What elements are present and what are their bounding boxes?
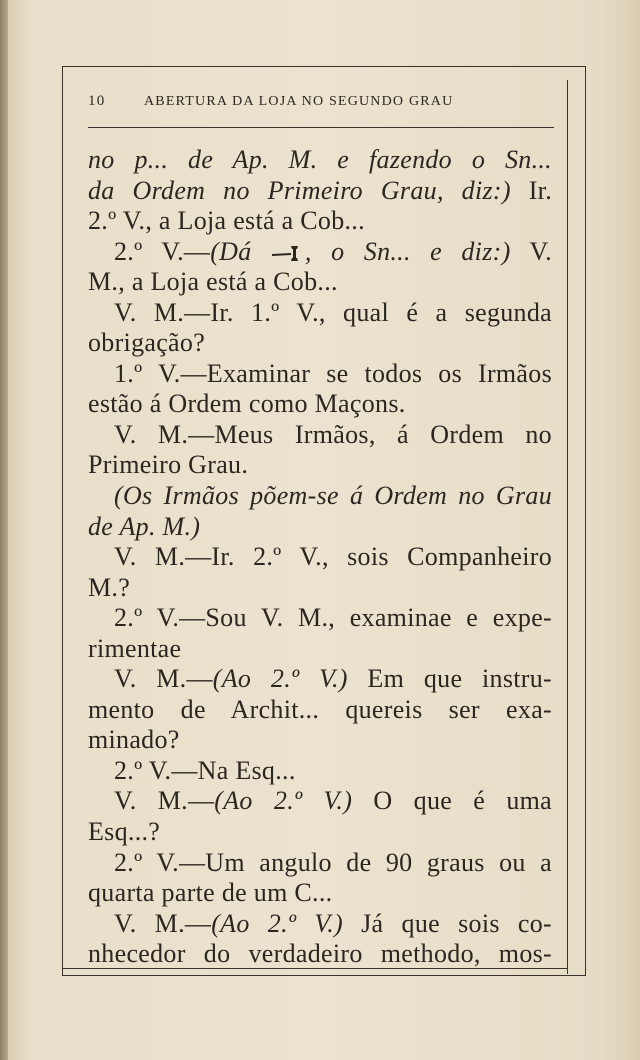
- text-line: [88, 909, 552, 940]
- text-line: [88, 481, 552, 512]
- roman-text: V. M.—Ir. 1.º V., qual é a segunda: [114, 297, 552, 327]
- italic-text: (Dá: [210, 236, 271, 266]
- text-line: [88, 848, 552, 879]
- italic-text: (Ao 2.º V.): [212, 664, 348, 694]
- page-number: 10: [88, 93, 106, 109]
- text-line: [88, 634, 552, 665]
- roman-text: obrigação?: [88, 328, 206, 358]
- roman-text: 2.º V.—Na Esq...: [114, 755, 296, 785]
- running-head: [88, 93, 528, 110]
- roman-text: 1.º V.—Examinar se todos os Irmãos: [114, 358, 552, 388]
- roman-text: V.: [510, 236, 552, 266]
- roman-text: O que é uma: [352, 786, 552, 816]
- text-line: [88, 176, 552, 207]
- text-line: [88, 298, 552, 329]
- text-line: [88, 450, 552, 481]
- roman-text: nhecedor do verdadeiro methodo, mos-: [88, 939, 552, 969]
- text-line: [88, 206, 552, 237]
- italic-text: (Os Irmãos põem-se á Ordem no Grau: [114, 481, 552, 511]
- roman-text: rimentae: [88, 633, 182, 663]
- italic-text: (Ao 2.º V.): [214, 786, 353, 816]
- mallet-icon: [271, 243, 305, 263]
- text-line: [88, 328, 552, 359]
- italic-text: (Ao 2.º V.): [211, 908, 343, 938]
- roman-text: Primeiro Grau.: [88, 450, 249, 480]
- roman-text: Esq...?: [88, 817, 161, 847]
- page-border-inner-right: [567, 80, 568, 974]
- roman-text: 2.º V.—Um angulo de 90 graus ou a: [114, 847, 552, 877]
- roman-text: V. M.—: [114, 908, 212, 938]
- text-line: [88, 603, 552, 634]
- roman-text: mento de Archit... quereis ser exa-: [88, 694, 552, 724]
- roman-text: M., a Loja está a Cob...: [88, 267, 338, 297]
- text-line: [88, 512, 552, 543]
- italic-text: no p... de Ap. M. e fazendo o Sn...: [88, 145, 552, 174]
- roman-text: 2.º V.—Sou V. M., examinae e expe-: [114, 603, 552, 633]
- text-line: [88, 389, 552, 420]
- roman-text: 2.º V.—: [114, 236, 211, 266]
- roman-text: Já que sois co-: [342, 908, 552, 938]
- running-head-title: ABERTURA DA LOJA NO SEGUNDO GRAU: [144, 94, 454, 109]
- text-line: [88, 237, 552, 268]
- roman-text: M.?: [88, 572, 131, 602]
- text-line: [88, 573, 552, 604]
- roman-text: 2.º V., a Loja está a Cob...: [88, 206, 365, 236]
- text-line: [88, 267, 552, 298]
- roman-text: estão á Ordem como Maçons.: [88, 389, 406, 419]
- text-line: [88, 420, 552, 451]
- text-line: [88, 939, 552, 970]
- italic-text: , o Sn... e diz:): [304, 236, 511, 266]
- header-rule: [88, 127, 554, 128]
- roman-text: quarta parte de um C...: [88, 878, 333, 908]
- text-line: [88, 725, 552, 756]
- text-line: [88, 878, 552, 909]
- roman-text: V. M.—: [114, 664, 213, 694]
- text-line: [88, 542, 552, 573]
- roman-text: V. M.—Ir. 2.º V., sois Companheiro: [114, 542, 552, 572]
- text-line: [88, 817, 552, 848]
- roman-text: V. M.—Meus Irmãos, á Ordem no: [114, 419, 552, 449]
- text-line: [88, 756, 552, 787]
- book-spine-shadow: [0, 0, 8, 1060]
- italic-text: de Ap. M.): [88, 511, 201, 541]
- roman-text: V. M.—: [114, 786, 215, 816]
- roman-text: minado?: [88, 725, 180, 755]
- text-line: [88, 695, 552, 726]
- italic-text: da Ordem no Primeiro Grau, diz:): [88, 175, 511, 205]
- text-line: [88, 664, 552, 695]
- text-line: [88, 145, 552, 176]
- body-text: [88, 145, 552, 970]
- roman-text: Em que instru-: [347, 664, 552, 694]
- text-line: [88, 786, 552, 817]
- roman-text: Ir.: [510, 175, 552, 205]
- text-line: [88, 359, 552, 390]
